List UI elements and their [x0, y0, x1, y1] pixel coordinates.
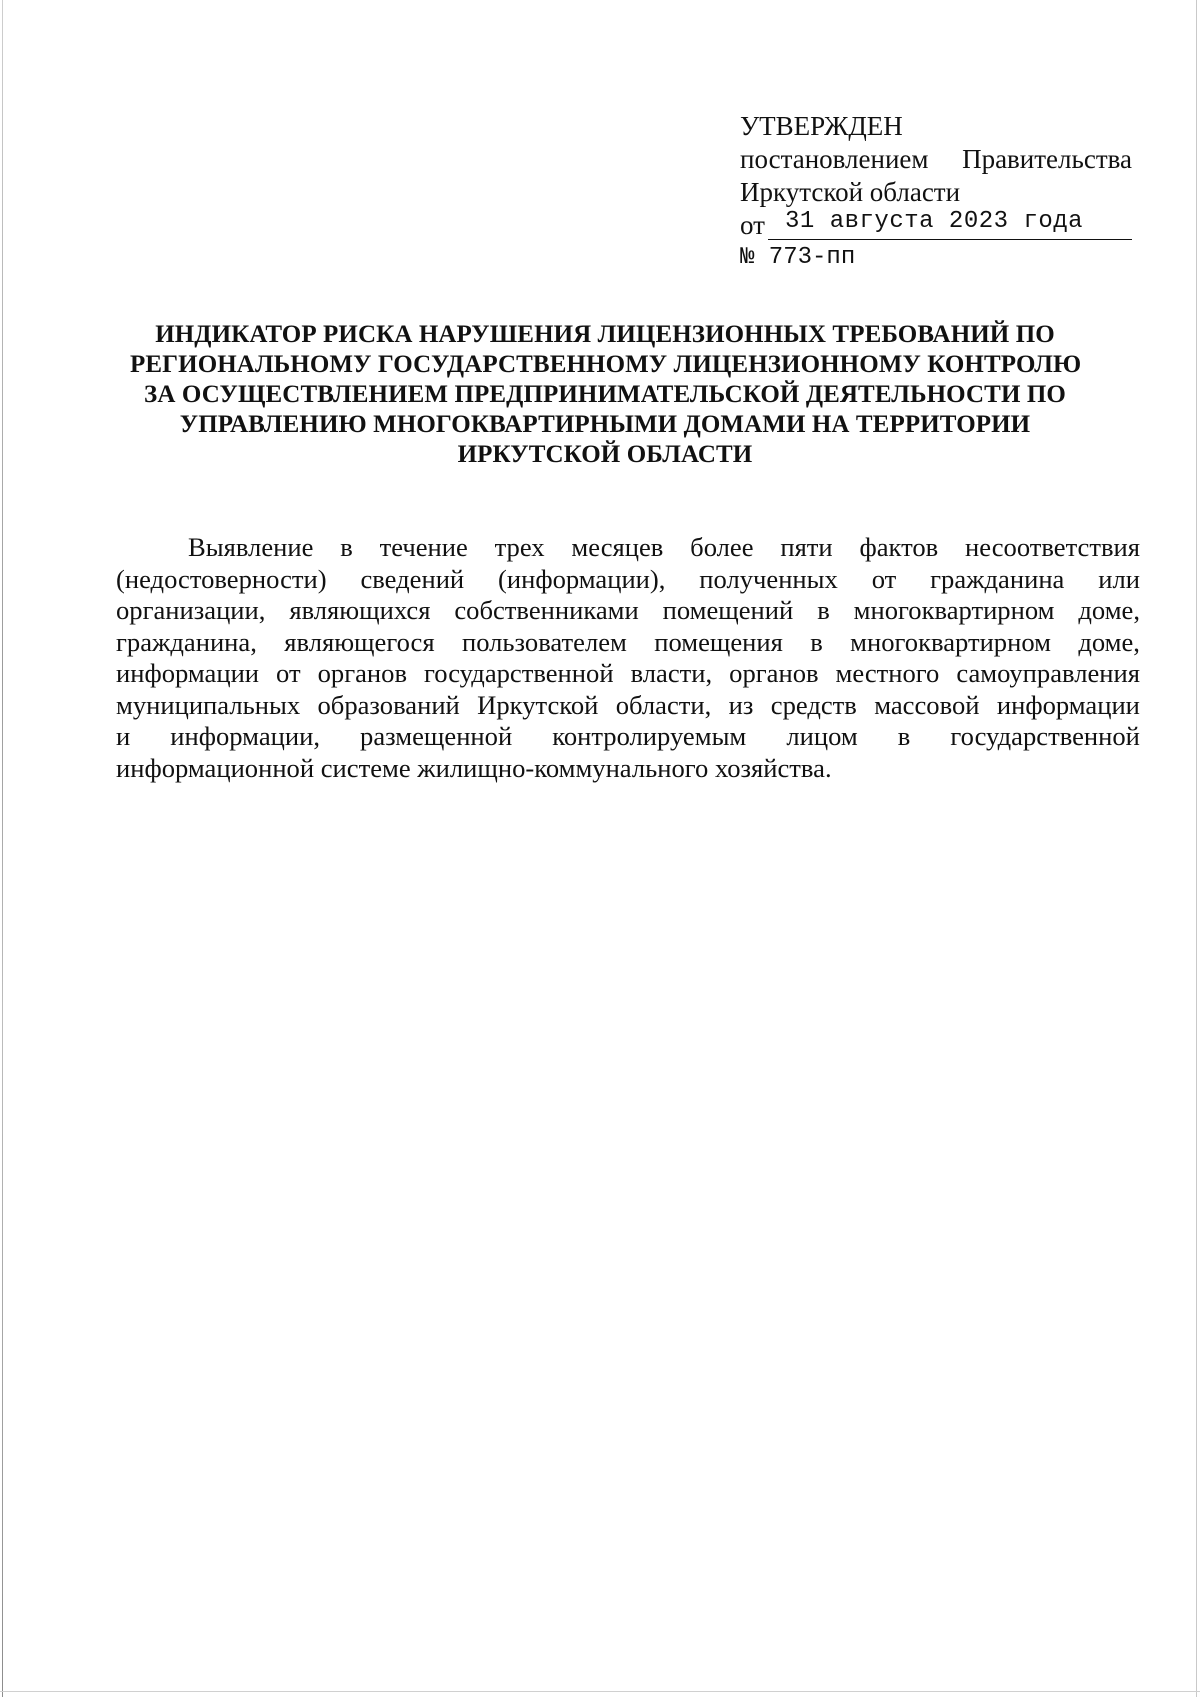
body-word: органов — [729, 658, 819, 688]
body-word: Выявление — [188, 532, 314, 562]
body-word: доме, — [1078, 595, 1140, 625]
body-word: муниципальных — [116, 689, 301, 720]
body-word: (недостоверности) — [116, 563, 327, 594]
body-line — [116, 627, 1140, 659]
body-word: (информации), — [498, 563, 666, 594]
approval-number: № 773-пп — [740, 244, 856, 271]
body-word: в — [817, 595, 830, 625]
body-word: являющегося — [284, 626, 435, 657]
body-word: из — [728, 689, 754, 720]
body-word: размещенной — [360, 721, 513, 751]
approval-status: УТВЕРЖДЕН — [740, 111, 903, 141]
body-word: фактов — [859, 532, 939, 562]
body-word: от — [871, 563, 897, 594]
body-word: информации — [996, 689, 1140, 720]
approval-resolution-word: постановлением — [740, 144, 929, 174]
body-word: в — [810, 626, 823, 657]
scan-edge-left — [2, 0, 3, 1697]
body-word: или — [1098, 563, 1140, 594]
body-line — [116, 564, 1140, 596]
body-word: в — [897, 721, 911, 751]
body-word: средств — [770, 689, 857, 720]
body-line — [116, 658, 1140, 690]
body-word: в — [340, 532, 353, 562]
body-word: гражданина, — [116, 626, 257, 657]
body-word: информации, — [170, 721, 320, 751]
approval-date-line — [740, 209, 1132, 242]
body-word: трех — [494, 532, 545, 562]
body-line — [116, 690, 1140, 722]
body-word: доме, — [1078, 626, 1140, 657]
body-word: многоквартирном — [853, 595, 1055, 625]
body-word: контролируемым — [552, 721, 747, 751]
body-word: помещений — [662, 595, 794, 625]
body-word: помещения — [654, 626, 783, 657]
body-word: и — [116, 721, 131, 751]
body-word: гражданина — [930, 563, 1065, 594]
body-line — [116, 595, 1140, 627]
body-word: более — [690, 532, 754, 562]
body-paragraph — [116, 532, 1140, 784]
body-word: собственниками — [454, 595, 639, 625]
body-word: местного — [835, 658, 940, 688]
title-line: РЕГИОНАЛЬНОМУ ГОСУДАРСТВЕННОМУ ЛИЦЕНЗИОННОМУ КОНТРОЛЮ — [130, 351, 1082, 378]
body-word: информации — [116, 658, 260, 688]
approval-date-prefix: от — [740, 210, 765, 240]
body-word: органов — [317, 658, 408, 688]
body-word: месяцев — [571, 532, 664, 562]
body-word: Иркутской — [477, 689, 599, 720]
body-word: массовой — [874, 689, 980, 720]
body-word: образований — [317, 689, 460, 720]
body-line — [116, 532, 1140, 564]
body-word: лицом — [786, 721, 858, 751]
scan-edge-right — [1196, 0, 1197, 1697]
body-word: полученных — [699, 563, 838, 594]
body-word: многоквартирном — [850, 626, 1051, 657]
title-line: ИНДИКАТОР РИСКА НАРУШЕНИЯ ЛИЦЕНЗИОННЫХ ТРЕБОВАНИЙ ПО — [155, 321, 1055, 348]
body-word: государственной — [424, 658, 614, 688]
document-title — [130, 320, 1080, 470]
body-word: организации, — [116, 595, 266, 625]
body-word: информационной системе жилищно-коммунального хозяйства. — [116, 752, 832, 783]
body-word: сведений — [360, 563, 465, 594]
body-word: несоответствия — [965, 532, 1140, 562]
approval-date-value: 31 августа 2023 года — [785, 208, 1084, 235]
body-word: самоуправления — [956, 658, 1140, 688]
body-line — [116, 721, 1140, 753]
title-line: УПРАВЛЕНИЮ МНОГОКВАРТИРНЫМИ ДОМАМИ НА ТЕРРИТОРИИ — [179, 411, 1031, 438]
body-word: пяти — [780, 532, 833, 562]
body-word: течение — [379, 532, 468, 562]
title-line: ЗА ОСУЩЕСТВЛЕНИЕМ ПРЕДПРИНИМАТЕЛЬСКОЙ ДЕЯТЕЛЬНОСТИ ПО — [144, 381, 1066, 408]
title-line: ИРКУТСКОЙ ОБЛАСТИ — [457, 441, 753, 468]
approval-stamp — [740, 110, 1132, 273]
body-word: власти, — [630, 658, 713, 688]
body-word: от — [276, 658, 301, 688]
body-word: пользователем — [461, 626, 627, 657]
approval-region: Иркутской области — [740, 177, 961, 207]
body-word: области, — [615, 689, 712, 720]
approval-date-underline — [768, 239, 1132, 240]
body-word: государственной — [950, 721, 1140, 751]
approval-government-word: Правительства — [962, 144, 1132, 174]
body-word: являющихся — [289, 595, 431, 625]
body-line — [116, 753, 1140, 785]
approval-resolution-line — [740, 143, 1132, 176]
scan-edge-bottom — [0, 1691, 1200, 1692]
